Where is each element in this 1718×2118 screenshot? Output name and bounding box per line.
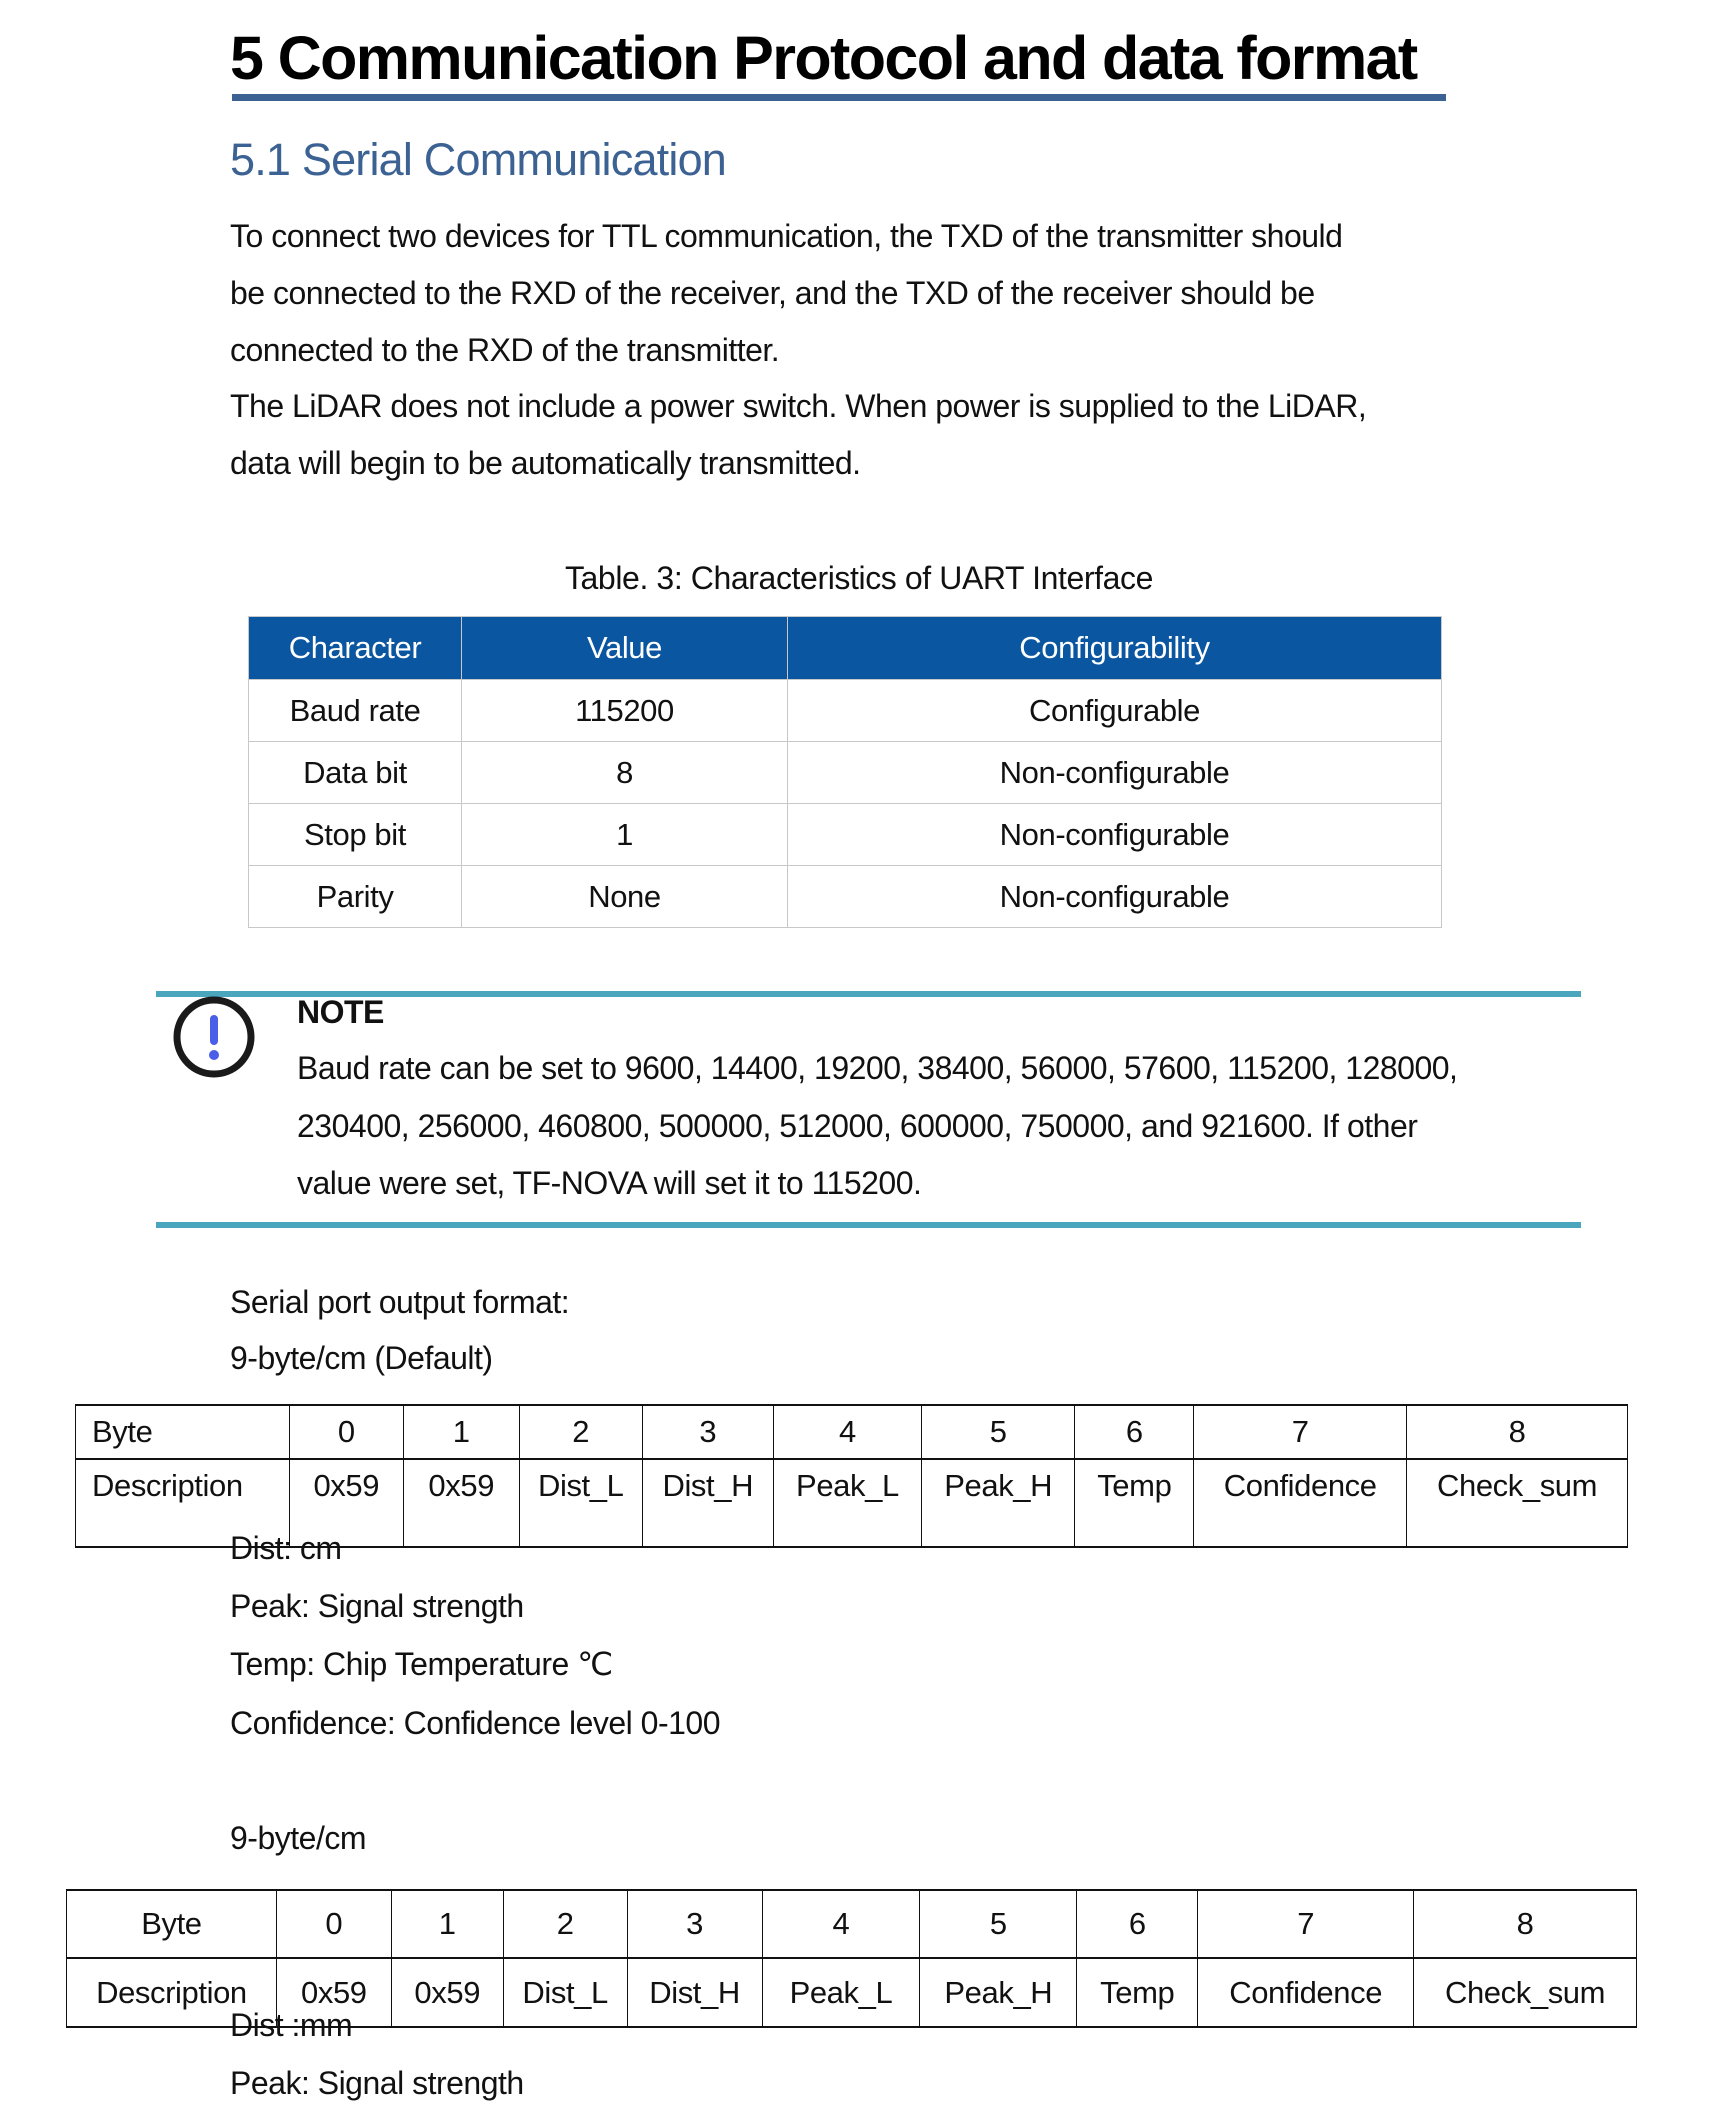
byte-index: 0: [276, 1890, 391, 1958]
exclamation-circle-icon: [170, 993, 258, 1081]
byte-description: Check_sum: [1407, 1459, 1628, 1547]
cell-character: Baud rate: [249, 680, 462, 742]
byte-index: 8: [1414, 1890, 1637, 1958]
cell-configurability: Non-configurable: [788, 804, 1442, 866]
byte-description: Dist_L: [503, 1958, 627, 2027]
intro-line: To connect two devices for TTL communication, the TXD of the transmitter should: [230, 218, 1343, 254]
cell-value: 115200: [462, 680, 788, 742]
table-header-row: [249, 617, 1442, 680]
format-title-default: 9-byte/cm (Default): [230, 1340, 493, 1376]
note-line: Baud rate can be set to 9600, 14400, 19200, 38400, 56000, 57600, 115200, 128000,: [297, 1050, 1458, 1086]
byte-index-row: [67, 1890, 1637, 1958]
cell-character: Data bit: [249, 742, 462, 804]
byte-description: Peak_H: [920, 1958, 1077, 2027]
cell-character: Parity: [249, 866, 462, 928]
row-label: Description: [67, 1958, 277, 2027]
row-label: Byte: [67, 1890, 277, 1958]
byte-index: 5: [920, 1890, 1077, 1958]
byte-index: 6: [1077, 1890, 1198, 1958]
byte-description: Peak_L: [773, 1459, 921, 1547]
byte-index: 3: [642, 1405, 773, 1459]
note-bottom-bar: [156, 1222, 1581, 1228]
section-title: 5.1 Serial Communication: [230, 134, 727, 185]
byte-description: Dist_H: [627, 1958, 762, 2027]
table-row: [249, 804, 1442, 866]
byte-index: 2: [519, 1405, 642, 1459]
chapter-title-underline: [232, 94, 1446, 101]
byte-description: 0x59: [391, 1958, 503, 2027]
field-note: Temp: Chip Temperature ℃: [230, 1646, 613, 1682]
byte-index: 5: [922, 1405, 1075, 1459]
intro-line: The LiDAR does not include a power switch. When power is supplied to the LiDAR,: [230, 388, 1367, 424]
cell-character: Stop bit: [249, 804, 462, 866]
intro-line: be connected to the RXD of the receiver, and the TXD of the receiver should be: [230, 275, 1315, 311]
cell-value: 8: [462, 742, 788, 804]
byte-description: Dist_H: [642, 1459, 773, 1547]
note-title: NOTE: [297, 994, 384, 1030]
byte-description: Temp: [1077, 1958, 1198, 2027]
byte-description: Confidence: [1198, 1958, 1414, 2027]
column-header-value: Value: [462, 617, 788, 680]
byte-index: 7: [1198, 1890, 1414, 1958]
field-note: Peak: Signal strength: [230, 1588, 524, 1624]
byte-index: 1: [391, 1890, 503, 1958]
byte-format-table-cm-default: [75, 1404, 1628, 1548]
byte-index: 4: [773, 1405, 921, 1459]
table-row: [249, 680, 1442, 742]
cell-value: 1: [462, 804, 788, 866]
byte-description: Peak_L: [762, 1958, 920, 2027]
cell-configurability: Configurable: [788, 680, 1442, 742]
chapter-title: 5 Communication Protocol and data format: [230, 24, 1417, 92]
note-line: 230400, 256000, 460800, 500000, 512000, 600000, 750000, and 921600. If other: [297, 1108, 1418, 1144]
byte-index-row: [76, 1405, 1628, 1459]
cell-value: None: [462, 866, 788, 928]
output-format-label: Serial port output format:: [230, 1284, 570, 1320]
byte-description: Check_sum: [1414, 1958, 1637, 2027]
byte-index: 7: [1194, 1405, 1407, 1459]
intro-line: data will begin to be automatically transmitted.: [230, 445, 861, 481]
field-note: Dist :mm: [230, 2007, 353, 2043]
field-note: Peak: Signal strength: [230, 2065, 524, 2101]
uart-characteristics-table: [248, 616, 1442, 928]
byte-index: 4: [762, 1890, 920, 1958]
byte-index: 0: [289, 1405, 403, 1459]
row-label: Description: [76, 1459, 290, 1547]
table-row: [249, 742, 1442, 804]
byte-description: Dist_L: [519, 1459, 642, 1547]
byte-index: 2: [503, 1890, 627, 1958]
byte-index: 6: [1075, 1405, 1194, 1459]
intro-line: connected to the RXD of the transmitter.: [230, 332, 780, 368]
uart-table-caption: Table. 3: Characteristics of UART Interface: [564, 560, 1154, 596]
note-line: value were set, TF-NOVA will set it to 115200.: [297, 1165, 922, 1201]
row-label: Byte: [76, 1405, 290, 1459]
field-note: Confidence: Confidence level 0-100: [230, 1705, 720, 1741]
byte-index: 3: [627, 1890, 762, 1958]
byte-description: Confidence: [1194, 1459, 1407, 1547]
format-title-cm: 9-byte/cm: [230, 1820, 366, 1856]
cell-configurability: Non-configurable: [788, 742, 1442, 804]
cell-configurability: Non-configurable: [788, 866, 1442, 928]
byte-index: 8: [1407, 1405, 1628, 1459]
byte-description: Temp: [1075, 1459, 1194, 1547]
field-note: Dist: cm: [230, 1530, 342, 1566]
byte-description: 0x59: [276, 1958, 391, 2027]
column-header-character: Character: [249, 617, 462, 680]
byte-description: Peak_H: [922, 1459, 1075, 1547]
byte-description: 0x59: [289, 1459, 403, 1547]
byte-description: 0x59: [403, 1459, 519, 1547]
table-row: [249, 866, 1442, 928]
column-header-configurability: Configurability: [788, 617, 1442, 680]
byte-index: 1: [403, 1405, 519, 1459]
